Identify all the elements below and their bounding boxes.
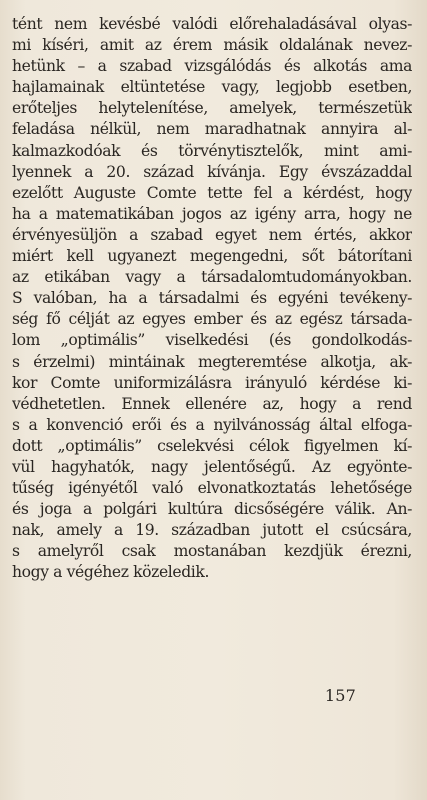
- text-line: érvényesüljön a szabad egyet nem értés, akkor: [12, 225, 412, 244]
- text-line: hajlamainak eltüntetése vagy, legjobb esetben,: [12, 78, 412, 97]
- text-line: tént nem kevésbé valódi előrehaladásával olyas-: [12, 15, 412, 33]
- text-line: védhetetlen. Ennek ellenére az, hogy a rend: [12, 394, 412, 413]
- text-line: lyennek a 20. század kívánja. Egy évszázaddal: [12, 162, 412, 181]
- text-line: hetünk – a szabad vizsgálódás és alkotás ama: [12, 57, 412, 76]
- text-line: ezelőtt Auguste Comte tette fel a kérdést, hogy: [12, 183, 412, 202]
- body-text: [12, 14, 412, 584]
- text-line: lom „optimális” viselkedési (és gondolkodás-: [12, 331, 412, 350]
- text-line: kor Comte uniformizálásra irányuló kérdése ki-: [12, 373, 412, 392]
- text-line: nak, amely a 19. században jutott el csúcsára,: [12, 521, 412, 540]
- text-line: hogy a végéhez közeledik.: [12, 563, 209, 582]
- text-line: s érzelmi) mintáinak megteremtése alkotja, ak-: [12, 352, 412, 371]
- text-line: mi kíséri, amit az érem másik oldalának nevez-: [12, 36, 412, 55]
- text-line: vül hagyhatók, nagy jelentőségű. Az egyönte-: [12, 457, 412, 476]
- text-line: feladása nélkül, nem maradhatnak annyira al-: [12, 120, 412, 139]
- page-number: 157: [324, 686, 356, 705]
- text-line: s a konvenció erői és a nyilvánosság által elfoga-: [12, 415, 412, 434]
- text-line: kalmazkodóak és törvénytisztelők, mint ami-: [12, 141, 412, 160]
- text-line: ha a matematikában jogos az igény arra, hogy ne: [12, 204, 412, 223]
- text-line: tűség igényétől való elvonatkoztatás lehetősége: [12, 479, 412, 498]
- text-line: dott „optimális” cselekvési célok figyelmen kí-: [12, 436, 412, 455]
- text-line: s amelyről csak mostanában kezdjük érezni,: [12, 542, 412, 561]
- text-line: az etikában vagy a társadalomtudományokban.: [12, 268, 412, 287]
- text-line: erőteljes helytelenítése, amelyek, természetük: [12, 99, 412, 118]
- text-line: és joga a polgári kultúra dicsőségére válik. An-: [12, 500, 412, 519]
- text-line: S valóban, ha a társadalmi és egyéni tevékeny-: [12, 289, 412, 308]
- text-line: ség fő célját az egyes ember és az egész társada-: [12, 310, 412, 329]
- text-line: miért kell ugyanezt megengedni, sőt bátorítani: [12, 247, 412, 266]
